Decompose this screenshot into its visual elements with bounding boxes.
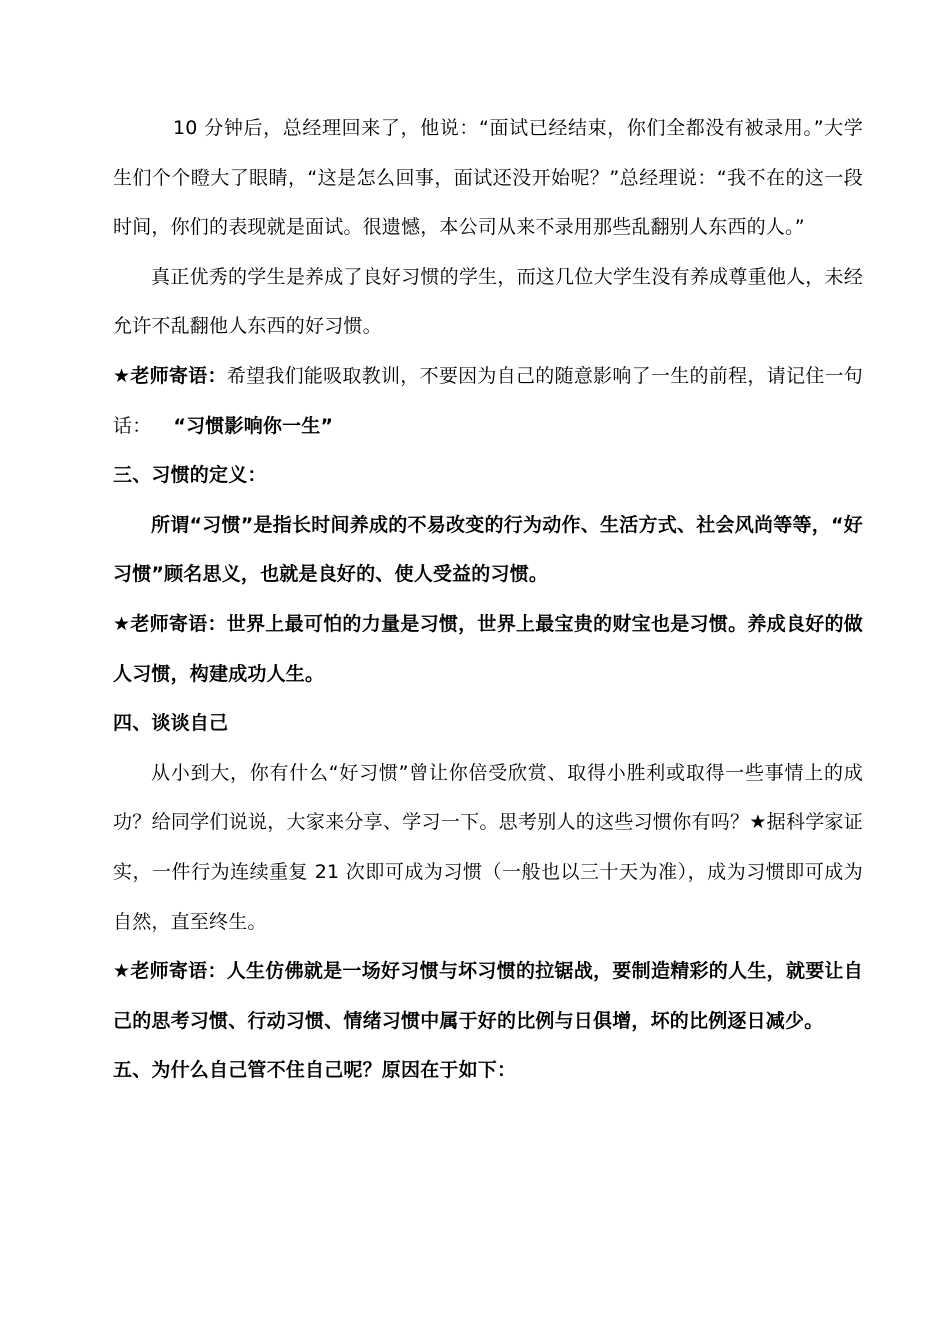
definition-paragraph: 所谓“习惯”是指长时间养成的不易改变的行为动作、生活方式、社会风尚等等，“好习惯”顾名思义，也就是良好的、使人受益的习惯。 xyxy=(113,513,863,586)
teacher-note-quote: “习惯影响你一生” xyxy=(173,414,334,437)
section-heading-5: 五、为什么自己管不住自己呢？原因在于如下： xyxy=(113,1059,517,1082)
teacher-note-1 xyxy=(113,352,863,451)
conclusion-paragraph: 真正优秀的学生是养成了良好习惯的学生，而这几位大学生没有养成尊重他人，未经允许不乱翻他人东西的好习惯。 xyxy=(113,265,863,338)
document-body xyxy=(113,104,863,1096)
story-paragraph: 10 分钟后，总经理回来了，他说：“面试已经结束，你们全都没有被录用。”大学生们个个瞪大了眼睛，“这是怎么回事，面试还没开始呢？”总经理说：“我不在的这一段时间，你们的表现就是面试。很遗憾，本公司从来不录用那些乱翻别人东西的人。” xyxy=(113,117,863,239)
teacher-note-label: ★老师寄语： xyxy=(113,364,227,387)
self-reflection-paragraph: 从小到大，你有什么“好习惯”曾让你倍受欣赏、取得小胜利或取得一些事情上的成功？给同学们说说，大家来分享、学习一下。思考别人的这些习惯你有吗？★据科学家证实，一件行为连续重复 21 次即可成为习惯（一般也以三十天为准），成为习惯即可成为自然，直至终生。 xyxy=(113,761,863,933)
teacher-note-2: ★老师寄语：世界上最可怕的力量是习惯，世界上最宝贵的财宝也是习惯。养成良好的做人习惯，构建成功人生。 xyxy=(113,612,863,685)
teacher-note-3: ★老师寄语：人生仿佛就是一场好习惯与坏习惯的拉锯战，要制造精彩的人生，就要让自己的思考习惯、行动习惯、情绪习惯中属于好的比例与日俱增，坏的比例逐日减少。 xyxy=(113,960,863,1032)
section-heading-4: 四、谈谈自己 xyxy=(113,712,229,735)
section-heading-3: 三、习惯的定义： xyxy=(113,464,267,487)
teacher-note-text: 希望我们能吸取教训，不要因为自己的随意影响了一生的前程，请记住一句话： xyxy=(113,364,863,437)
